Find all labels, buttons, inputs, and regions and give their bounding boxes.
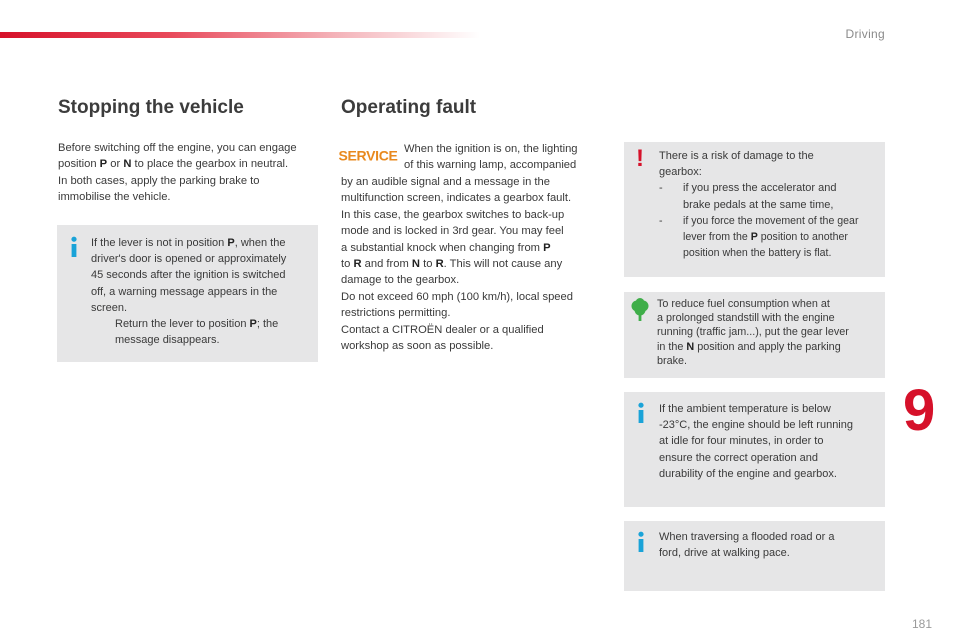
cold-line: -23°C, the engine should be left running: [659, 419, 853, 432]
eco-line: To reduce fuel consumption when at: [657, 298, 830, 310]
info-line: off, a warning message appears in the: [91, 285, 278, 298]
body-line: damage to the gearbox.: [341, 274, 460, 287]
flood-line: ford, drive at walking pace.: [659, 547, 790, 560]
chapter-number: 9: [903, 378, 936, 443]
cold-line: ensure the correct operation and: [659, 451, 818, 464]
stopping-title: Stopping the vehicle: [58, 97, 244, 118]
body-line: multifunction screen, indicates a gearbox fault.: [341, 192, 572, 205]
section-label: Driving: [845, 27, 885, 41]
intro-line: Before switching off the engine, you can engage: [58, 142, 297, 154]
stopping-intro: [58, 140, 328, 206]
cold-line: durability of the engine and gearbox.: [659, 467, 837, 480]
body-line: restrictions permitting.: [341, 307, 451, 320]
cold-weather-box: [624, 392, 885, 507]
body-line: to R and from N to R. This will not cause any: [341, 258, 563, 271]
lever-info-box: [57, 225, 318, 362]
eco-tip-box: [624, 292, 885, 378]
body-line: by an audible signal and a message in the: [341, 176, 550, 188]
warning-item: - if you press the accelerator and brake pedals at the same time,: [659, 182, 837, 211]
fault-body-indent: [404, 141, 604, 174]
warning-item: - if you force the movement of the gear lever from the P position to another position when the battery is flat.: [659, 214, 859, 260]
eco-line: running (traffic jam...), put the gear lever: [657, 326, 849, 339]
info-line: screen.: [91, 301, 128, 314]
flooded-road-box: [624, 521, 885, 591]
body-line: a substantial knock when changing from P: [341, 241, 551, 254]
eco-line: brake.: [657, 354, 688, 367]
info-icon: [636, 402, 646, 424]
eco-line: a prolonged standstill with the engine: [657, 312, 835, 325]
body-line: mode and is locked in 3rd gear. You may feel: [341, 225, 564, 238]
info-line: 45 seconds after the ignition is switched: [91, 269, 286, 282]
intro-line: In both cases, apply the parking brake to: [58, 174, 260, 187]
info-line: driver's door is opened or approximately: [91, 253, 287, 266]
warning-line: There is a risk of damage to the: [659, 150, 814, 162]
info-bullet: Return the lever to position P; the message disappears.: [91, 316, 313, 348]
service-warning-icon: [338, 145, 398, 165]
header-accent-bar: [0, 32, 480, 38]
eco-tree-icon: [630, 298, 650, 322]
intro-line: immobilise the vehicle.: [58, 191, 171, 204]
body-line: In this case, the gearbox switches to back-up: [341, 208, 565, 221]
body-line: workshop as soon as possible.: [341, 340, 494, 353]
info-line: If the lever is not in position P, when the: [91, 237, 286, 249]
body-line: When the ignition is on, the lighting: [404, 143, 578, 155]
body-line: Do not exceed 60 mph (100 km/h), local speed: [341, 290, 573, 303]
cold-line: at idle for four minutes, in order to: [659, 435, 824, 448]
eco-line: in the N position and apply the parking: [657, 340, 841, 353]
warning-line: gearbox:: [659, 166, 702, 179]
fault-body: [341, 174, 606, 354]
bullet-glyph: [91, 316, 115, 348]
flood-line: When traversing a flooded road or a: [659, 531, 835, 543]
intro-line: position P or N to place the gearbox in neutral.: [58, 158, 289, 171]
info-icon: [636, 531, 646, 553]
cold-line: If the ambient temperature is below: [659, 403, 831, 415]
body-line: Contact a CITROËN dealer or a qualified: [341, 323, 544, 336]
warning-icon: !: [636, 145, 644, 172]
info-icon: [69, 236, 79, 258]
body-line: of this warning lamp, accompanied: [404, 159, 577, 172]
damage-warning-box: [624, 142, 885, 277]
operating-fault-title: Operating fault: [341, 97, 477, 118]
page-number: 181: [912, 617, 933, 631]
svg-text:SERVICE: SERVICE: [338, 147, 398, 164]
